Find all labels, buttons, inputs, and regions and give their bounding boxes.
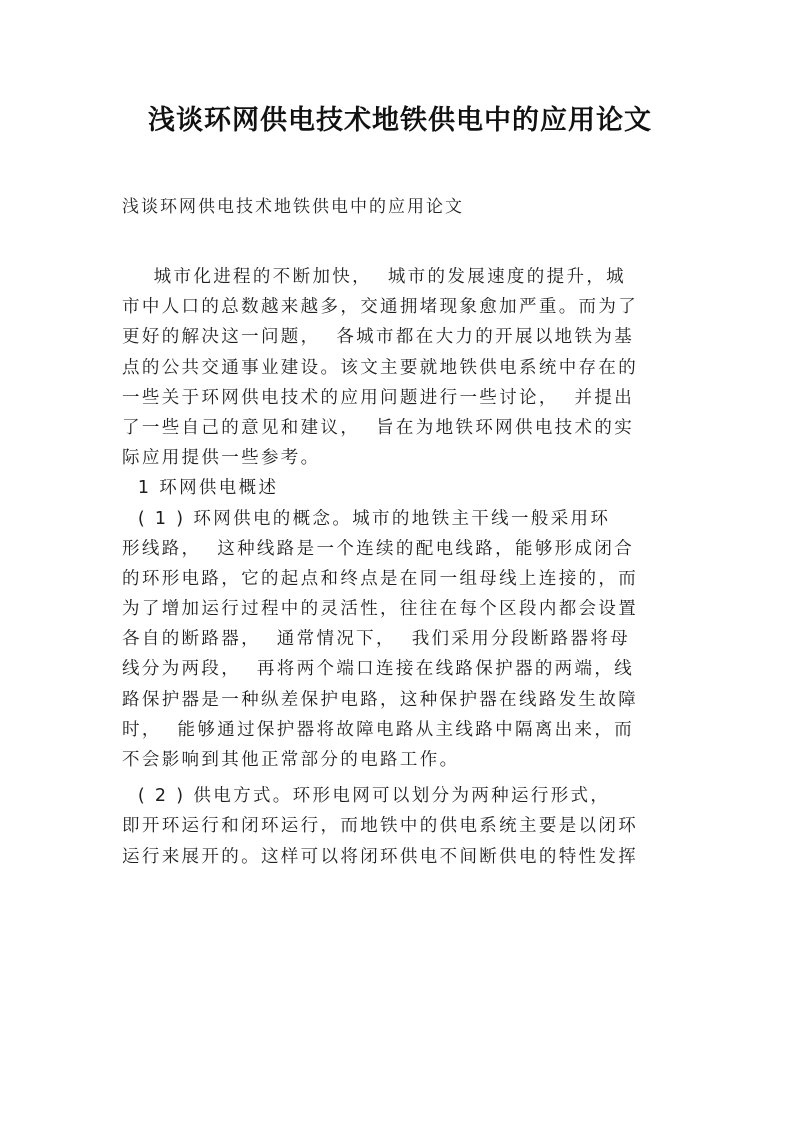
text-line: 了一些自己的意见和建议， 旨在为地铁环网供电技术的实 (122, 417, 635, 438)
text-line: 更好的解决这一问题， 各城市都在大力的开展以地铁为基 (122, 327, 635, 348)
document-title: 浅谈环网供电技术地铁供电中的应用论文 (148, 105, 652, 136)
section-heading-overview (122, 473, 688, 503)
text-line: 的环形电路，它的起点和终点是在同一组母线上连接的，而 (122, 568, 639, 589)
paragraph-supply-mode (122, 781, 688, 872)
text-line: 不会影响到其他正常部分的电路工作。 (122, 750, 460, 770)
text-line: 时， 能够通过保护器将故障电路从主线路中隔离出来，而 (122, 719, 635, 740)
text-line: 点的公共交通事业建设。该文主要就地铁供电系统中存在的 (122, 357, 639, 378)
text-line: 各自的断路器， 通常情况下， 我们采用分段断路器将母 (122, 629, 631, 650)
text-line: 路保护器是一种纵差保护电路，这种保护器在线路发生故障 (122, 689, 639, 710)
document-subtitle: 浅谈环网供电技术地铁供电中的应用论文 (122, 197, 464, 217)
text-line: ( 2 ) 供电方式。环形电网可以划分为两种运行形式， (122, 786, 611, 807)
paragraph-intro (122, 262, 688, 473)
text-line: 即开环运行和闭环运行，而地铁中的供电系统主要是以闭环 (122, 816, 639, 837)
section-heading: 1 环网供电概述 (122, 478, 279, 499)
text-line: 际应用提供一些参考。 (122, 448, 321, 469)
text-line: 市中人口的总数越来越多，交通拥堵现象愈加严重。而为了 (122, 297, 639, 318)
text-line: 一些关于环网供电技术的应用问题进行一些讨论， 并提出 (122, 387, 635, 408)
text-line: 为了增加运行过程中的灵活性，往往在每个区段内都会设置 (122, 599, 639, 620)
text-line: 线分为两段， 再将两个端口连接在线路保护器的两端，线 (122, 659, 635, 680)
text-line: ( 1 ) 环网供电的概念。城市的地铁主干线一般采用环 (122, 508, 611, 529)
document-body (122, 262, 688, 872)
paragraph-concept (122, 504, 688, 776)
text-line: 城市化进程的不断加快， 城市的发展速度的提升，城 (122, 267, 627, 287)
text-line: 形线路， 这种线路是一个连续的配电线路，能够形成闭合 (122, 538, 635, 559)
text-line: 运行来展开的。这样可以将闭环供电不间断供电的特性发挥 (122, 846, 639, 867)
